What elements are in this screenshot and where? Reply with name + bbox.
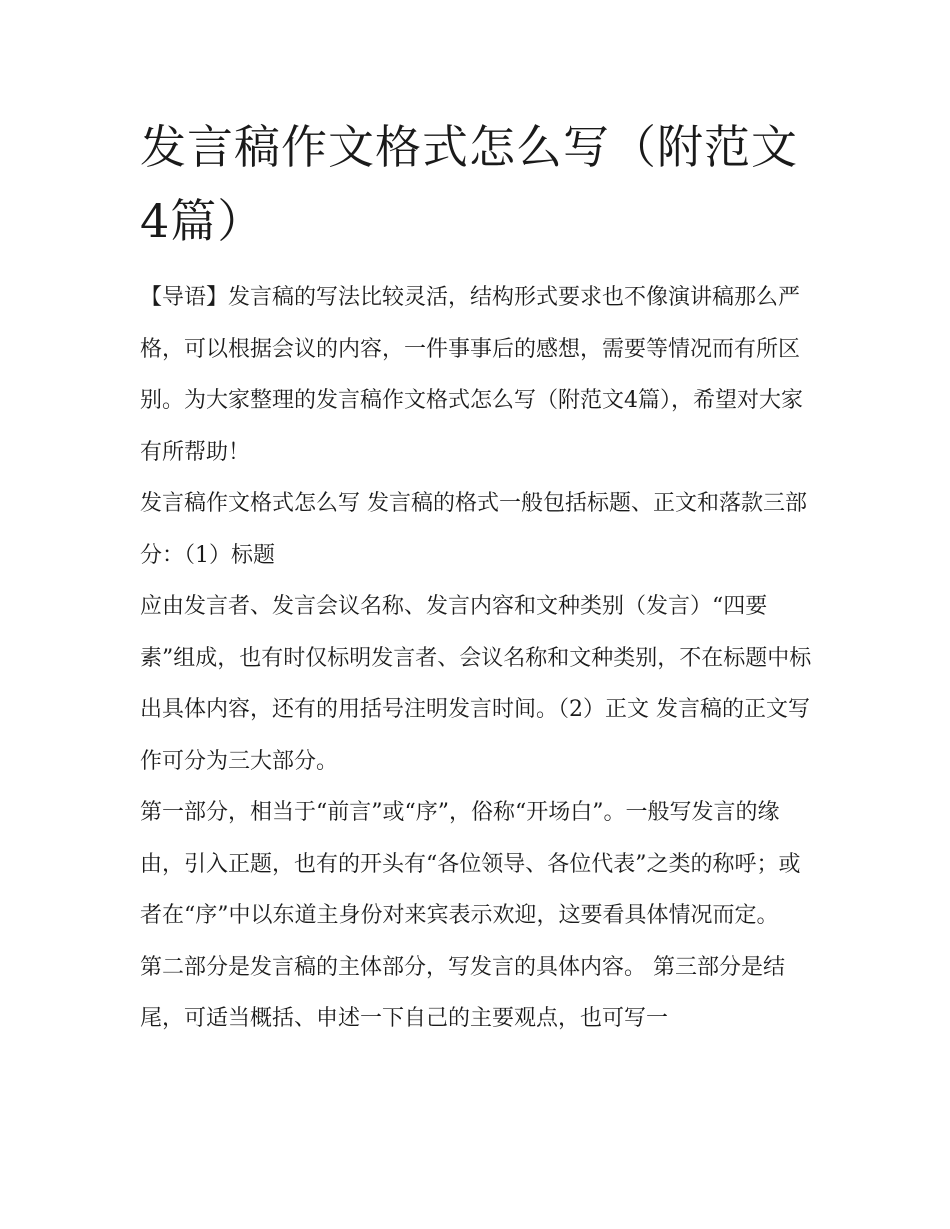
part-two-three-paragraph: 第二部分是发言稿的主体部分，写发言的具体内容。 第三部分是结尾，可适当概括、申述一下自己的主要观点，也可写一 (140, 954, 785, 1031)
document-title: 发言稿作文格式怎么写（附范文4篇） (140, 120, 798, 248)
part-one-paragraph: 第一部分，相当于“前言”或“序”，俗称“开场白”。一般写发言的缘由，引入正题，也有的开头有“各位领导、各位代表”之类的称呼；或者在“序”中以东道主身份对来宾表示欢迎，这要看具体情况而定。 (140, 800, 801, 928)
intro-paragraph: 【导语】发言稿的写法比较灵活，结构形式要求也不像演讲稿那么严格，可以根据会议的内容，一件事事后的感想，需要等情况而有所区别。为大家整理的发言稿作文格式怎么写（附范文4篇），希望对大家有所帮助！ (140, 285, 803, 465)
title-elements-paragraph: 应由发言者、发言会议名称、发言内容和文种类别（发言）“四要素”组成，也有时仅标明发言者、会议名称和文种类别，不在标题中标出具体内容，还有的用括号注明发言时间。（2）正文 发言稿的正文写作可分为三大部分。 (140, 594, 812, 774)
format-overview-paragraph: 发言稿作文格式怎么写 发言稿的格式一般包括标题、正文和落款三部分：（1）标题 (140, 491, 807, 568)
document-body (140, 272, 820, 1045)
